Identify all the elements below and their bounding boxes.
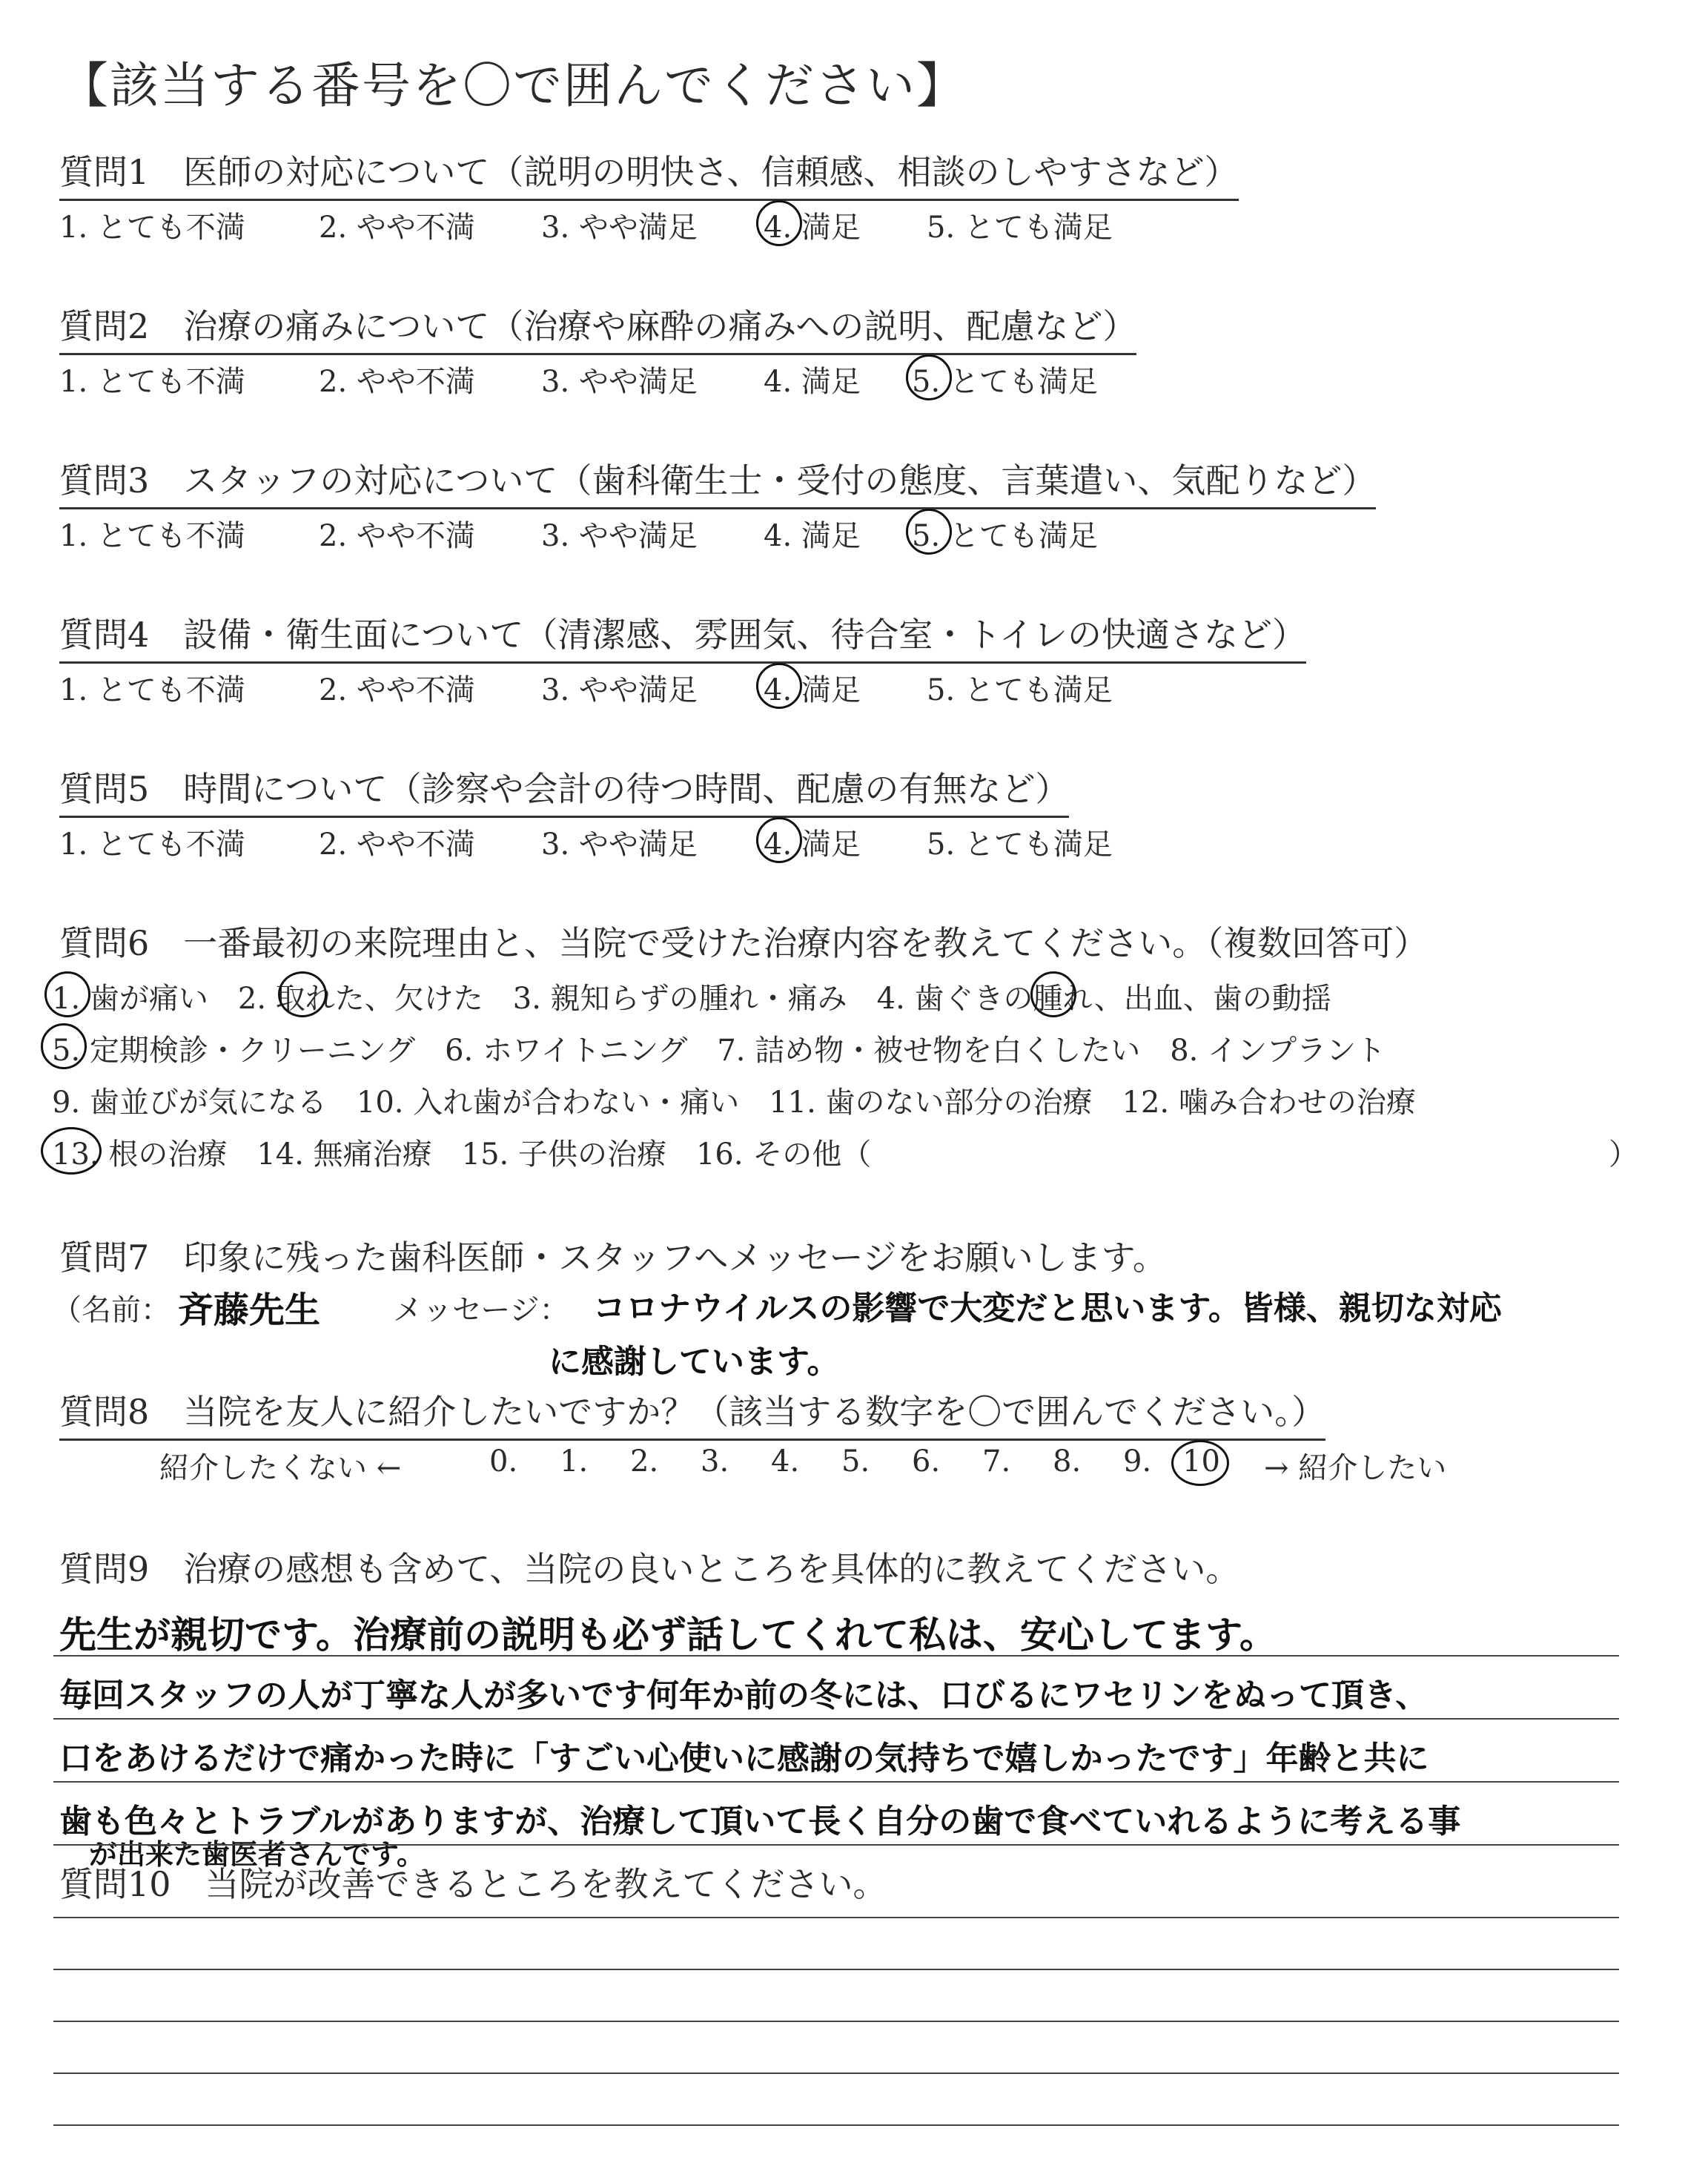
q2-option-2[interactable]: 2. やや不満 bbox=[319, 365, 475, 399]
q7-name-label: （名前： bbox=[52, 1293, 171, 1327]
q9-answer-line-2[interactable]: 毎回スタッフの人が丁寧な人が多いです何年か前の冬には、口びるにワセリンをぬって頂き、 bbox=[59, 1677, 1429, 1714]
q7-message-label: メッセージ： bbox=[393, 1293, 569, 1327]
q3-option-3[interactable]: 3. やや満足 bbox=[541, 519, 698, 553]
q5-option-1[interactable]: 1. とても不満 bbox=[59, 828, 245, 862]
q2-option-5[interactable]: 5. とても満足 bbox=[912, 365, 1098, 399]
q9-ruled-line bbox=[53, 1718, 1619, 1720]
q8-scale-0[interactable]: 0. bbox=[489, 1444, 518, 1479]
q1-option-5[interactable]: 5. とても満足 bbox=[927, 211, 1113, 245]
q3-option-5[interactable]: 5. とても満足 bbox=[912, 519, 1098, 553]
q9-answer-line-3[interactable]: 口をあけるだけで痛かった時に「すごい心使いに感謝の気持ちで嬉しかったです」年齢と共に bbox=[59, 1740, 1429, 1777]
q2-option-1[interactable]: 1. とても不満 bbox=[59, 365, 245, 399]
q9-ruled-line bbox=[53, 1844, 1619, 1846]
question-3-title: 質問3 スタッフの対応について（歯科衛生士・受付の態度、言葉遣い、気配りなど） bbox=[59, 454, 1376, 509]
q9-answer-line-5[interactable]: が出来た歯医者さんです。 bbox=[89, 1838, 425, 1871]
question-9-title: 質問9 治療の感想も含めて、当院の良いところを具体的に教えてください。 bbox=[59, 1549, 1240, 1589]
q4-option-2[interactable]: 2. やや不満 bbox=[319, 673, 475, 707]
q8-scale-6[interactable]: 6. bbox=[912, 1444, 941, 1479]
q8-scale-8[interactable]: 8. bbox=[1053, 1444, 1082, 1479]
question-6-title: 質問6 一番最初の来院理由と、当院で受けた治療内容を教えてください。（複数回答可） bbox=[59, 923, 1429, 963]
q8-scale-9[interactable]: 9. bbox=[1123, 1444, 1152, 1479]
question-10-title: 質問10 当院が改善できるところを教えてください。 bbox=[59, 1864, 887, 1904]
q9-answer-line-4[interactable]: 歯も色々とトラブルがありますが、治療して頂いて長く自分の歯で食べていれるように考える事 bbox=[59, 1803, 1461, 1840]
q1-option-1[interactable]: 1. とても不満 bbox=[59, 211, 245, 245]
q8-scale-1[interactable]: 1. bbox=[560, 1444, 589, 1479]
q3-option-1[interactable]: 1. とても不満 bbox=[59, 519, 245, 553]
q4-option-3[interactable]: 3. やや満足 bbox=[541, 673, 698, 707]
q4-option-1[interactable]: 1. とても不満 bbox=[59, 673, 245, 707]
q10-ruled-line[interactable] bbox=[53, 2124, 1619, 2126]
q6-options-row-1[interactable]: 1. 歯が痛い 2. 取れた、欠けた 3. 親知らずの腫れ・痛み 4. 歯ぐきの腫れ、出血、歯の動揺 bbox=[52, 982, 1331, 1016]
q8-scale-2[interactable]: 2. bbox=[630, 1444, 659, 1479]
q8-right-label: → 紹介したい bbox=[1264, 1451, 1447, 1485]
q10-ruled-line[interactable] bbox=[53, 1969, 1619, 1970]
q3-option-2[interactable]: 2. やや不満 bbox=[319, 519, 475, 553]
q9-ruled-line bbox=[53, 1655, 1619, 1657]
q6-selection-circle-13 bbox=[41, 1127, 102, 1175]
q4-option-4[interactable]: 4. 満足 bbox=[764, 673, 861, 707]
q6-options-row-4[interactable]: 13. 根の治療 14. 無痛治療 15. 子供の治療 16. その他（ bbox=[52, 1137, 872, 1172]
q8-scale-7[interactable]: 7. bbox=[982, 1444, 1011, 1479]
q5-option-4[interactable]: 4. 満足 bbox=[764, 828, 861, 862]
q6-selection-circle-5 bbox=[41, 1023, 87, 1069]
q2-option-4[interactable]: 4. 満足 bbox=[764, 365, 861, 399]
q8-scale-10[interactable]: 10 bbox=[1182, 1444, 1220, 1479]
q1-option-2[interactable]: 2. やや不満 bbox=[319, 211, 475, 245]
question-2-title: 質問2 治療の痛みについて（治療や麻酔の痛みへの説明、配慮など） bbox=[59, 300, 1136, 355]
q6-selection-circle-4 bbox=[1030, 971, 1076, 1017]
q8-selection-circle bbox=[1171, 1440, 1229, 1486]
question-5-title: 質問5 時間について（診察や会計の待つ時間、配慮の有無など） bbox=[59, 762, 1069, 818]
q3-selection-circle bbox=[906, 509, 952, 555]
q6-selection-circle-2 bbox=[278, 971, 327, 1017]
q4-option-5[interactable]: 5. とても満足 bbox=[927, 673, 1113, 707]
q7-message-line-1[interactable]: コロナウイルスの影響で大変だと思います。皆様、親切な対応 bbox=[593, 1289, 1502, 1327]
q7-message-line-2[interactable]: に感謝しています。 bbox=[549, 1343, 840, 1381]
question-1-title: 質問1 医師の対応について（説明の明快さ、信頼感、相談のしやすさなど） bbox=[59, 145, 1239, 201]
q5-selection-circle bbox=[756, 817, 802, 863]
q6-other-close: ） bbox=[1609, 1137, 1638, 1172]
q5-option-2[interactable]: 2. やや不満 bbox=[319, 828, 475, 862]
question-8-title: 質問8 当院を友人に紹介したいですか？（該当する数字を〇で囲んでください。） bbox=[59, 1385, 1325, 1441]
q10-ruled-line[interactable] bbox=[53, 1917, 1619, 1918]
q1-selection-circle bbox=[756, 200, 802, 246]
q1-option-3[interactable]: 3. やや満足 bbox=[541, 211, 698, 245]
question-7-title: 質問7 印象に残った歯科医師・スタッフへメッセージをお願いします。 bbox=[59, 1238, 1167, 1278]
q8-left-label: 紹介したくない ← bbox=[159, 1451, 402, 1485]
page-title: 【該当する番号を〇で囲んでください】 bbox=[59, 57, 967, 114]
q8-scale-5[interactable]: 5. bbox=[841, 1444, 870, 1479]
q6-options-row-3[interactable]: 9. 歯並びが気になる 10. 入れ歯が合わない・痛い 11. 歯のない部分の治療 12. 噛み合わせの治療 bbox=[52, 1086, 1416, 1120]
q1-option-4[interactable]: 4. 満足 bbox=[764, 211, 861, 245]
question-4-title: 質問4 設備・衛生面について（清潔感、雰囲気、待合室・トイレの快適さなど） bbox=[59, 608, 1306, 664]
q3-option-4[interactable]: 4. 満足 bbox=[764, 519, 861, 553]
q9-ruled-line bbox=[53, 1781, 1619, 1783]
q5-option-5[interactable]: 5. とても満足 bbox=[927, 828, 1113, 862]
q2-option-3[interactable]: 3. やや満足 bbox=[541, 365, 698, 399]
q9-answer-line-1[interactable]: 先生が親切です。治療前の説明も必ず話してくれて私は、安心してます。 bbox=[59, 1614, 1277, 1657]
q7-name-handwritten[interactable]: 斉藤先生 bbox=[178, 1289, 321, 1331]
q10-ruled-line[interactable] bbox=[53, 2073, 1619, 2074]
q5-option-3[interactable]: 3. やや満足 bbox=[541, 828, 698, 862]
q4-selection-circle bbox=[756, 663, 802, 709]
q6-options-row-2[interactable]: 5. 定期検診・クリーニング 6. ホワイトニング 7. 詰め物・被せ物を白くしたい 8. インプラント bbox=[52, 1034, 1386, 1068]
q10-ruled-line[interactable] bbox=[53, 2021, 1619, 2022]
q6-selection-circle-1 bbox=[44, 971, 90, 1017]
q8-scale-3[interactable]: 3. bbox=[701, 1444, 729, 1479]
q2-selection-circle bbox=[906, 354, 952, 400]
q8-scale-4[interactable]: 4. bbox=[771, 1444, 800, 1479]
